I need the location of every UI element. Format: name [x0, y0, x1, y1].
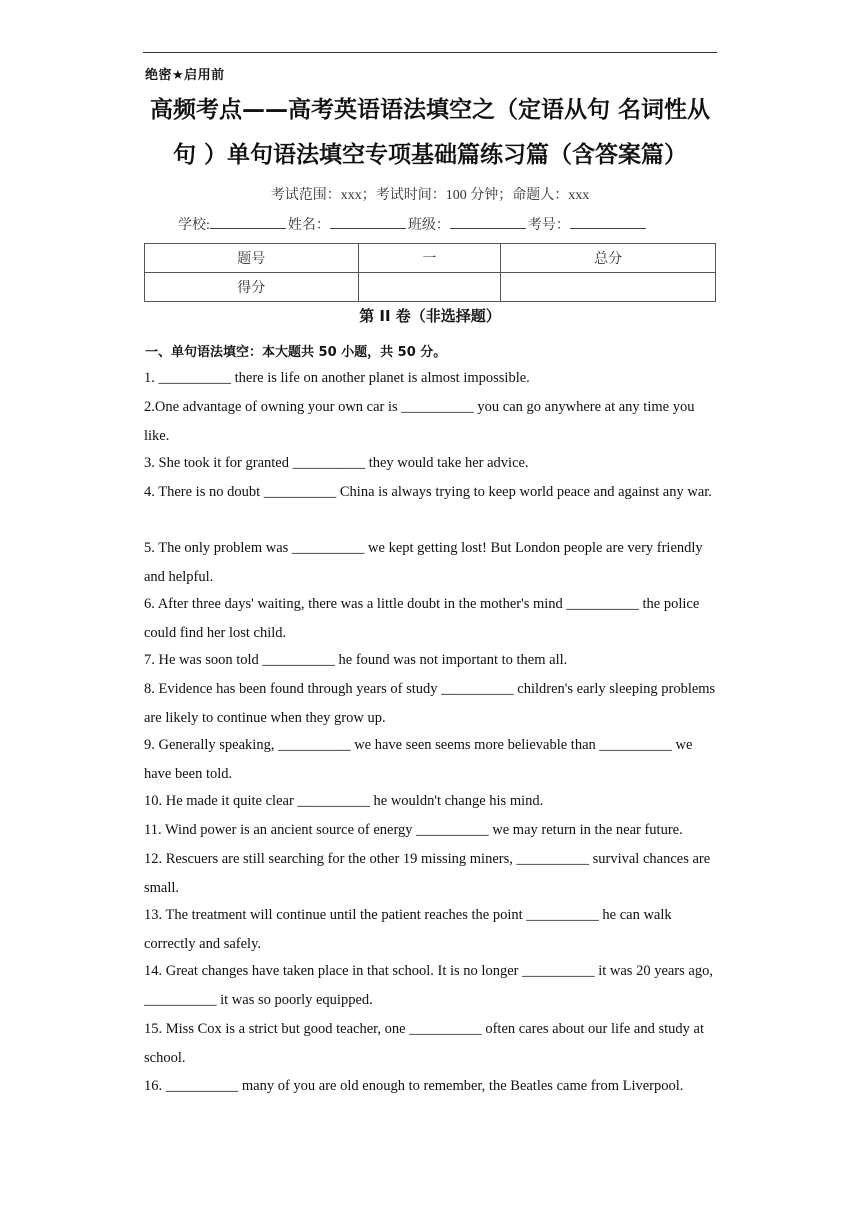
question-item: 14. Great changes have taken place in that school. It is no longer __________ it was 20 years ago, __________ it was so poorly equipped.	[144, 963, 713, 1008]
score-table-row	[145, 273, 716, 302]
question-item: 5. The only problem was __________ we kept getting lost! But London people are very friendly and helpful.	[144, 540, 703, 585]
score-cell: 总分	[501, 244, 716, 273]
question-item: 12. Rescuers are still searching for the other 19 missing miners, __________ survival chances are small.	[144, 851, 711, 896]
score-cell	[501, 273, 716, 302]
question-item: 8. Evidence has been found through years of study __________ children's early sleeping problems are likely to continue when they grow up.	[144, 681, 716, 726]
score-cell: 得分	[145, 273, 359, 302]
question-item: 2.One advantage of owning your own car is __________ you can go anywhere at any time you like.	[144, 399, 695, 444]
question-item: 9. Generally speaking, __________ we have seen seems more believable than __________ we have been told.	[144, 737, 693, 782]
question-item: 6. After three days' waiting, there was a little doubt in the mother's mind __________ the police could find her lost child.	[144, 596, 700, 641]
score-cell: 一	[358, 244, 501, 273]
question-item: 7. He was soon told __________ he found was not important to them all.	[144, 652, 568, 668]
school-blank[interactable]	[210, 214, 286, 229]
question-item: 16. __________ many of you are old enough to remember, the Beatles came from Liverpool.	[144, 1078, 684, 1094]
question-item: 4. There is no doubt __________ China is always trying to keep world peace and against any war.	[144, 484, 712, 500]
question-item: 10. He made it quite clear __________ he wouldn't change his mind.	[144, 793, 544, 809]
question-item: 13. The treatment will continue until the patient reaches the point __________ he can walk correctly and safely.	[144, 907, 672, 952]
question-item: 3. She took it for granted __________ they would take her advice.	[144, 455, 529, 471]
question-item: 1. __________ there is life on another planet is almost impossible.	[144, 370, 530, 386]
school-label: 学校:	[178, 218, 210, 233]
exam-info: 考试范围：xxx；考试时间：100 分钟；命题人：xxx	[270, 188, 590, 203]
name-label: 姓名：	[287, 218, 330, 233]
score-cell	[358, 273, 501, 302]
question-item: 11. Wind power is an ancient source of energy __________ we may return in the near future.	[144, 822, 683, 838]
title-line-1: 高频考点——高考英语语法填空之（定语从句 名词性从	[149, 97, 710, 123]
question-item: 15. Miss Cox is a strict but good teacher, one __________ often cares about our life and study at school.	[144, 1021, 704, 1066]
title-line-2: 句 ）单句语法填空专项基础篇练习篇（含答案篇）	[172, 142, 687, 168]
secret-mark: 绝密★启用前	[145, 68, 225, 83]
class-blank[interactable]	[450, 214, 526, 229]
volume-title: 第 II 卷（非选择题）	[359, 307, 501, 325]
score-table-row	[145, 244, 716, 273]
number-blank[interactable]	[570, 214, 646, 229]
score-cell: 题号	[145, 244, 359, 273]
header-rule	[143, 52, 717, 53]
name-blank[interactable]	[330, 214, 406, 229]
number-label: 考号：	[527, 218, 570, 233]
section-title: 一、单句语法填空：本大题共 50 小题，共 50 分。	[145, 345, 447, 360]
score-table	[144, 243, 716, 302]
student-info-fields	[178, 214, 648, 234]
class-label: 班级：	[407, 218, 450, 233]
